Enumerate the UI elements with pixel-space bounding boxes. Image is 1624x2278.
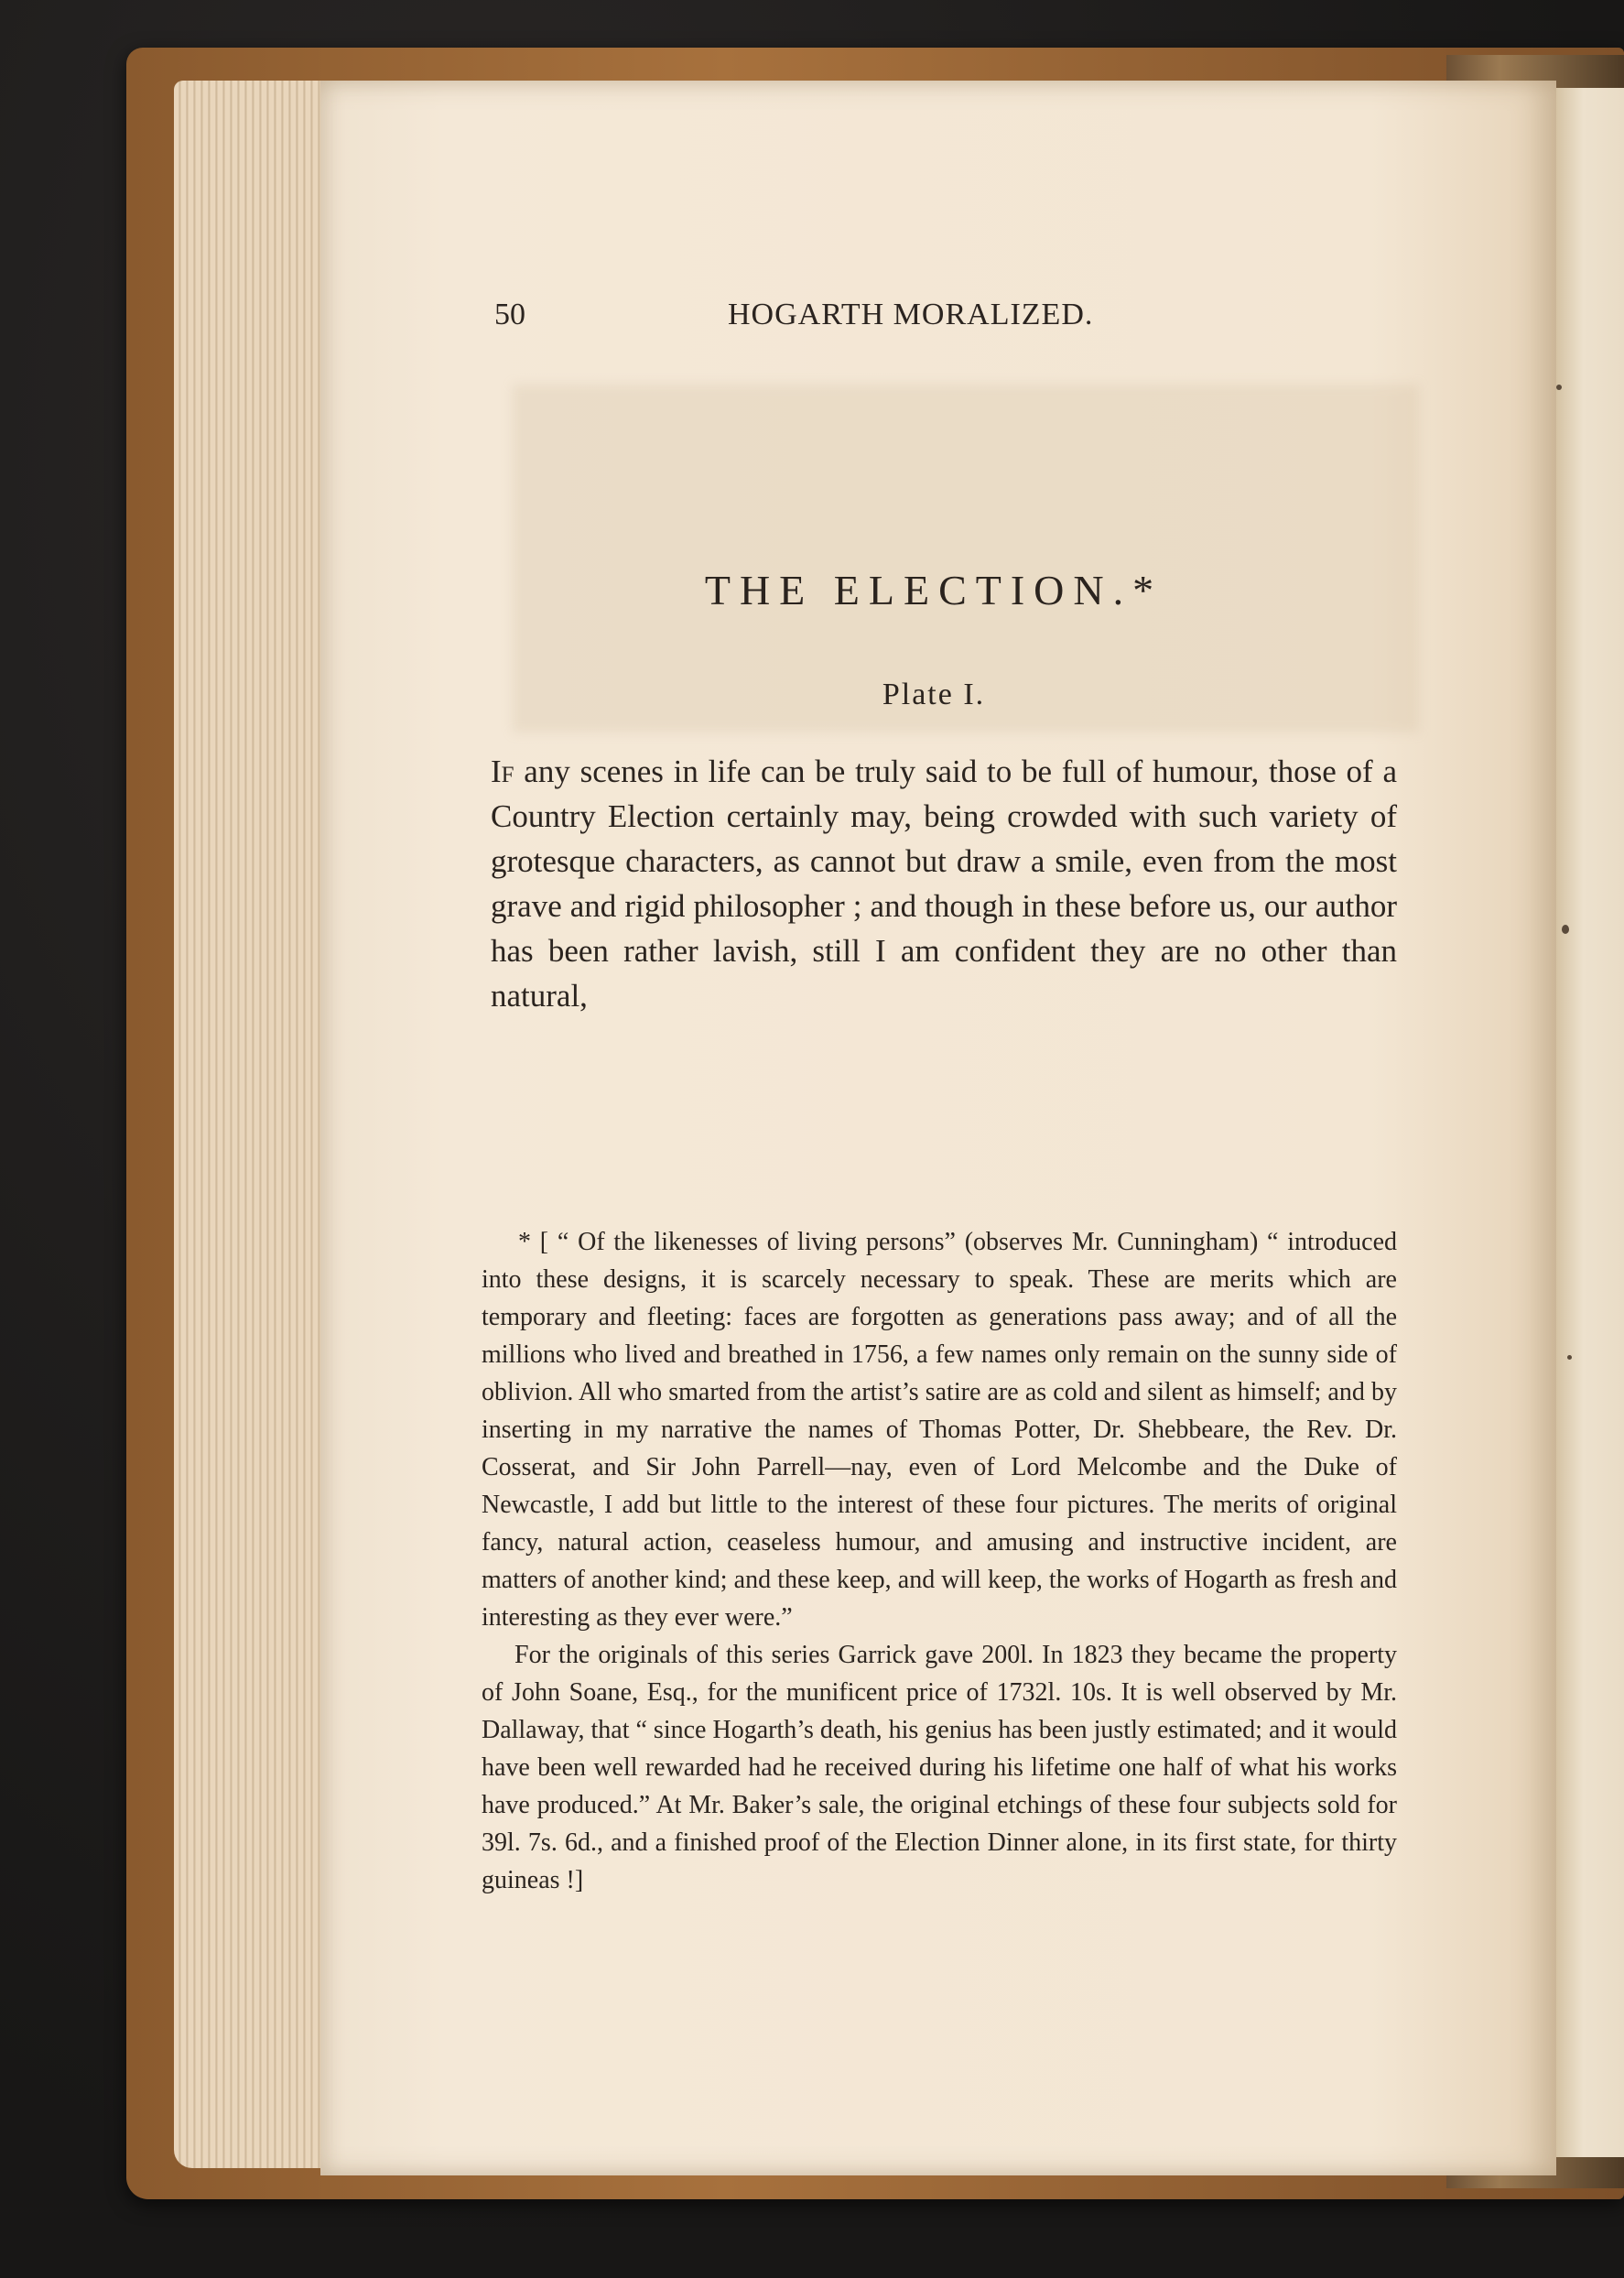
plate-heading: Plate I. [882, 678, 986, 711]
footnote [482, 1223, 1397, 1899]
footnote-paragraph-2: For the originals of this series Garrick gave 200l. In 1823 they became the property of John Soane, Esq., for the munificent price of 1732l. 10s. It is well observed by Mr. Dallaway, that “ since Hogarth’s death, his genius has been justly estimated; and it would have been well rewarded had he received during his lifetime one half of what his works have produced.” At Mr. Baker’s sale, the original etchings of these four subjects sold for 39l. 7s. 6d., and a finished proof of the Election Dinner alone, in its first state, for thirty guineas !] [482, 1641, 1397, 1894]
paper-speck [1562, 925, 1569, 934]
paper-speck [1556, 385, 1562, 390]
lead-word: If [491, 754, 514, 789]
page-number: 50 [494, 298, 525, 331]
running-title: HOGARTH MORALIZED. [728, 298, 1094, 331]
paper-speck [1567, 1355, 1572, 1360]
page-header [494, 298, 1227, 343]
body-text: any scenes in life can be truly said to be full of humour, those of a Country Election certainly may, being crowded with such variety of grotesque characters, as cannot but draw a smile, even from the most grave and rigid philosopher ; and though in these before us, our author has been rather lavish, still I am confident they are no other than natural, [491, 754, 1397, 1014]
facing-page-edge [1556, 88, 1624, 2157]
chapter-title: THE ELECTION.* [704, 567, 1164, 613]
body-paragraph [491, 749, 1397, 1018]
footnote-paragraph-1: * [ “ Of the likenesses of living persons” (observes Mr. Cunningham) “ introduced into these designs, it is scarcely necessary to speak. These are merits which are temporary and fleeting: faces are forgotten as generations pass away; and of all the millions who lived and breathed in 1756, a few names only remain on the sunny side of oblivion. All who smarted from the artist’s satire are as cold and silent as himself; and by inserting in my narrative the names of Thomas Potter, Dr. Shebbeare, the Rev. Dr. Cosserat, and Sir John Parrell—nay, even of Lord Melcombe and the Duke of Newcastle, I add but little to the interest of these four pictures. The merits of original fancy, natural action, ceaseless humour, and amusing and instructive incident, are matters of another kind; and these keep, and will keep, the works of Hogarth as fresh and interesting as they ever were.” [482, 1228, 1397, 1632]
